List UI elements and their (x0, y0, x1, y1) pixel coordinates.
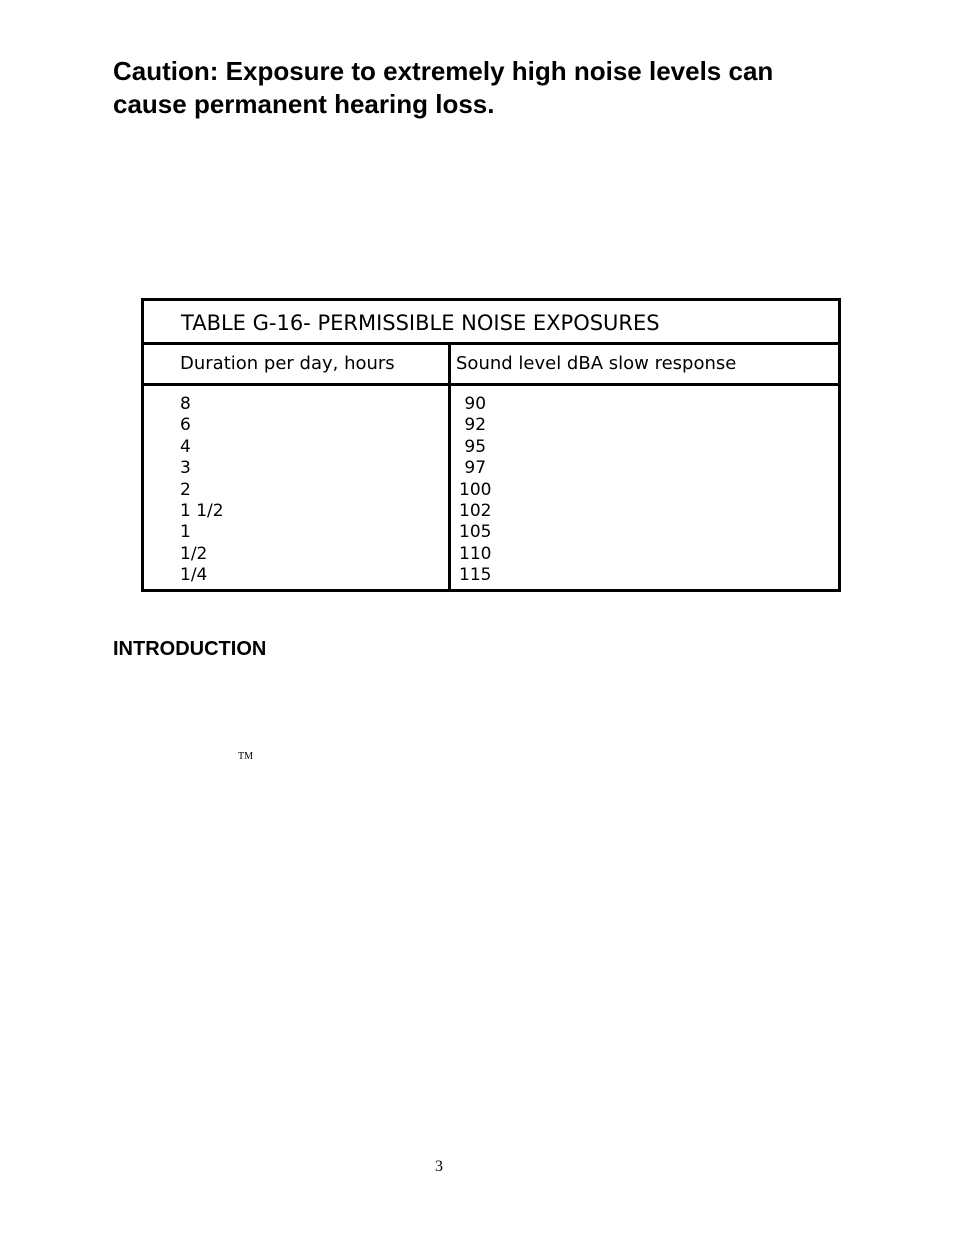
sound-level-cell: 110 (459, 543, 492, 564)
table-title: TABLE G-16- PERMISSIBLE NOISE EXPOSURES (144, 301, 838, 345)
duration-cell: 1/4 (180, 565, 208, 586)
noise-exposure-table (141, 298, 841, 592)
header-duration: Duration per day, hours (180, 353, 395, 374)
duration-cell: 8 (180, 394, 191, 414)
duration-cell: 6 (180, 415, 191, 436)
sound-level-cell: 97 (459, 458, 487, 479)
page-number: 3 (435, 1158, 443, 1175)
table-header-row (144, 345, 838, 386)
introduction-heading: INTRODUCTION (113, 638, 267, 660)
header-sound-level: Sound level dBA slow response (456, 353, 737, 374)
duration-cell: 1 (180, 522, 191, 543)
caution-line-1: Caution: Exposure to extremely high noise levels can (113, 56, 774, 86)
sound-level-cell: 92 (459, 415, 487, 436)
sound-level-cell: 102 (459, 500, 492, 521)
duration-cell: 1/2 (180, 543, 208, 564)
sound-level-cell: 100 (459, 479, 492, 500)
sound-level-cell: 90 (459, 394, 487, 414)
caution-heading (113, 55, 873, 121)
duration-cell: 2 (180, 479, 191, 500)
column-divider (448, 345, 451, 592)
sound-level-column (459, 394, 491, 587)
duration-cell: 4 (180, 436, 191, 457)
sound-level-cell: 115 (459, 565, 492, 586)
caution-line-2: cause permanent hearing loss. (113, 89, 495, 119)
duration-cell: 3 (180, 458, 191, 479)
duration-cell: 1 1/2 (180, 500, 224, 521)
sound-level-cell: 105 (459, 522, 492, 543)
trademark-symbol: TM (238, 751, 253, 762)
duration-column (180, 394, 224, 587)
sound-level-cell: 95 (459, 436, 487, 457)
